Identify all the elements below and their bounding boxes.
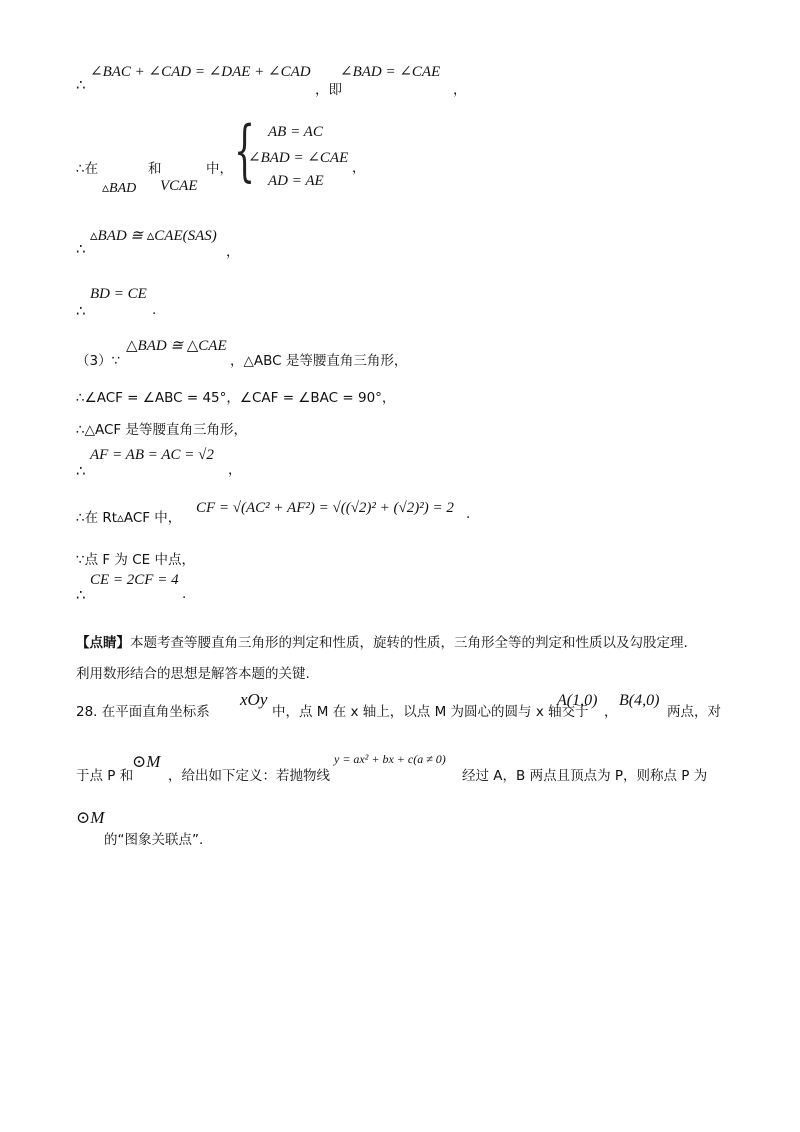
system-eq-3: AD = AE [268, 173, 324, 189]
therefore-symbol: ∴ [76, 76, 86, 94]
problem-28-text-6: 的“图象关联点”. [104, 832, 204, 848]
comment-text: 本题考查等腰直角三角形的判定和性质，旋转的性质，三角形全等的判定和性质以及勾股定理. [130, 635, 688, 651]
punctuation: . [152, 302, 157, 318]
therefore-in-text: ∴在 [76, 161, 99, 177]
parabola-equation: y = ax² + bx + c(a ≠ 0) [334, 752, 446, 766]
punctuation: ， [226, 244, 240, 260]
problem-28-text: 中，点 M 在 x 轴上，以点 M 为圆心的圆与 x 轴交于 [272, 704, 589, 720]
problem-28-text-2: 两点，对 [667, 704, 721, 720]
system-eq-1: AB = AC [268, 124, 323, 140]
angle-equality: ∠BAD = ∠CAE [340, 64, 441, 80]
congruence-statement: ▵BAD ≅ ▵CAE(SAS) [90, 228, 217, 244]
bd-ce-equation: BD = CE [90, 286, 147, 302]
punctuation: ， [352, 160, 366, 176]
therefore-symbol: ∴ [76, 240, 86, 258]
system-eq-2: ∠BAD = ∠CAE [248, 150, 349, 166]
triangle-cae-label: VCAE [160, 178, 198, 194]
therefore-symbol: ∴ [76, 586, 86, 604]
among-text: 中， [206, 161, 233, 177]
connector-text: ，即 [315, 82, 342, 98]
problem-28-intro: 28. 在平面直角坐标系 [76, 704, 210, 720]
therefore-symbol: ∴ [76, 302, 86, 320]
coordinate-system-label: xOy [240, 690, 268, 709]
congruence-statement-2: △BAD ≅ △CAE [126, 338, 227, 354]
comment-block [76, 631, 688, 651]
pythagoras-equation: CF = √(AC² + AF²) = √((√2)² + (√2)²) = 2 [196, 500, 454, 516]
punctuation: ， [228, 462, 242, 478]
problem-28-text-5: 经过 A，B 两点且顶点为 P，则称点 P 为 [462, 768, 708, 784]
therefore-symbol: ∴ [76, 462, 86, 480]
side-lengths-equation: AF = AB = AC = √2 [90, 447, 214, 463]
right-triangle-prefix: ∴在 Rt▵ACF 中， [76, 510, 182, 526]
circle-m-2: ⊙M [76, 808, 105, 827]
comment-text-2: 利用数形结合的思想是解答本题的关键. [76, 666, 310, 682]
comment-label: 【点睛】 [76, 635, 130, 651]
problem-28-text-3: 于点 P 和 [76, 768, 134, 784]
punctuation: . [466, 506, 471, 522]
triangle-bad-label: ▵BAD [102, 181, 137, 196]
and-text: 和 [148, 161, 162, 177]
punctuation: . [182, 586, 187, 602]
left-brace: { [234, 112, 255, 189]
angle-values-statement: ∴∠ACF = ∠ABC = 45°，∠CAF = ∠BAC = 90°， [76, 390, 396, 406]
midpoint-statement: ∵点 F 为 CE 中点， [76, 552, 195, 568]
angle-sum-equation: ∠BAC + ∠CAD = ∠DAE + ∠CAD [90, 64, 311, 80]
circle-m: ⊙M [132, 752, 161, 771]
part-3-label: （3）∵ [76, 353, 121, 369]
ce-length-equation: CE = 2CF = 4 [90, 572, 179, 588]
point-b: B(4,0) [619, 692, 660, 709]
isosceles-right-text: ，△ABC 是等腰直角三角形， [230, 353, 408, 369]
problem-28-text-4: ，给出如下定义：若抛物线 [168, 768, 330, 784]
punctuation: ， [453, 82, 467, 98]
point-a: A(1,0) [557, 692, 598, 709]
punctuation: ， [604, 704, 618, 720]
triangle-acf-statement: ∴△ACF 是等腰直角三角形， [76, 422, 247, 438]
